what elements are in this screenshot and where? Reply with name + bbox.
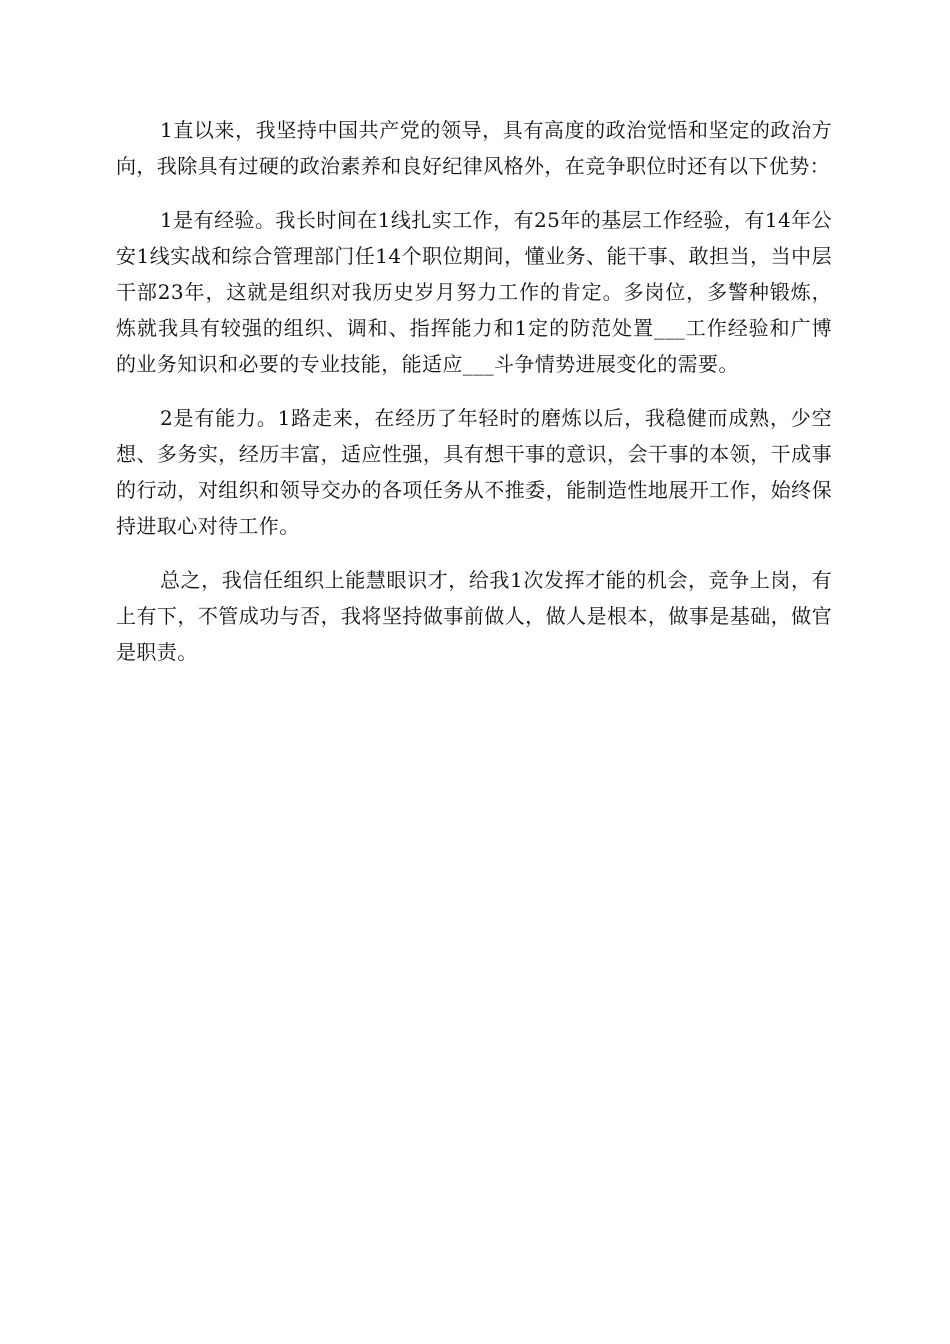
paragraph-experience: 1是有经验。我长时间在1线扎实工作，有25年的基层工作经验，有14年公安1线实战和综合管理部门任14个职位期间，懂业务、能干事、敢担当，当中层干部23年，这就是组织对我历史岁月努力工作的肯定。多岗位，多警种锻炼，炼就我具有较强的组织、调和、指挥能力和1定的防范处置___工作经验和广博的业务知识和必要的专业技能，能适应___斗争情势进展变化的需要。 xyxy=(116,208,832,376)
paragraph-conclusion: 总之，我信任组织上能慧眼识才，给我1次发挥才能的机会，竞争上岗，有上有下，不管成功与否，我将坚持做事前做人，做人是根本，做事是基础，做官是职责。 xyxy=(116,568,832,664)
document-body xyxy=(116,112,832,688)
paragraph-ability: 2是有能力。1路走来，在经历了年轻时的磨炼以后，我稳健而成熟，少空想、多务实，经历丰富，适应性强，具有想干事的意识，会干事的本领，干成事的行动，对组织和领导交办的各项任务从不推委，能制造性地展开工作，始终保持进取心对待工作。 xyxy=(116,406,832,538)
paragraph-intro: 1直以来，我坚持中国共产党的领导，具有高度的政治觉悟和坚定的政治方向，我除具有过硬的政治素养和良好纪律风格外，在竞争职位时还有以下优势： xyxy=(116,118,832,178)
